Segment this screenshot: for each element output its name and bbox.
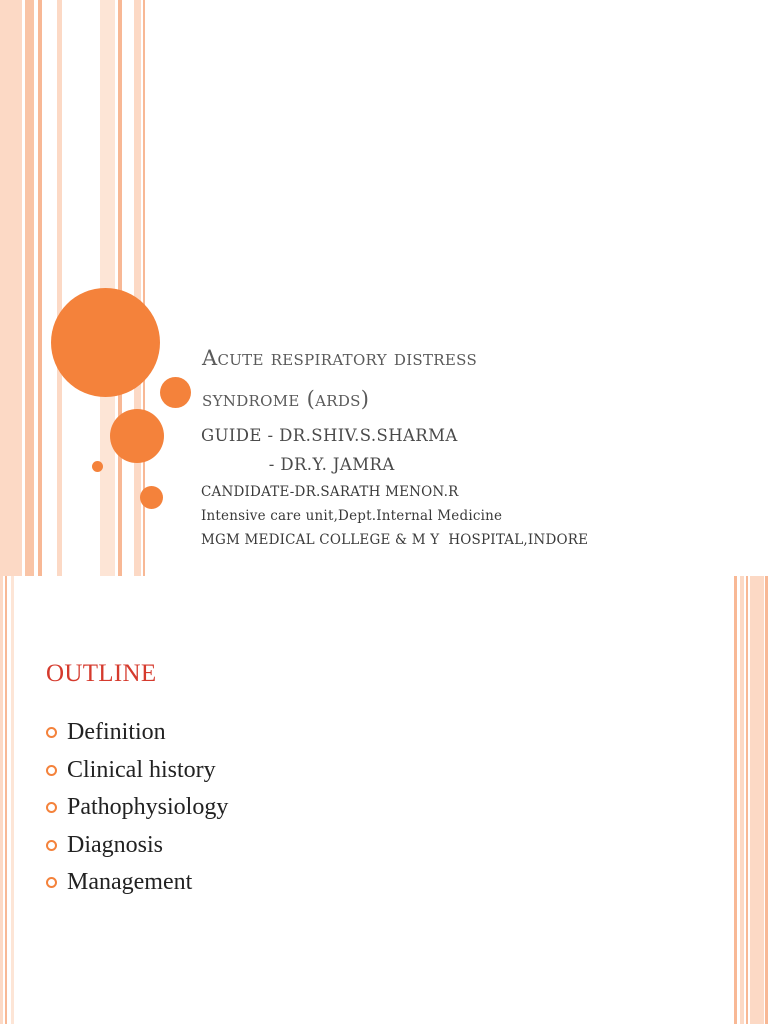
list-item-label: Clinical history	[67, 756, 216, 783]
outline-heading: OUTLINE	[46, 660, 157, 687]
bullet-circle-icon	[46, 840, 57, 851]
list-item	[46, 714, 228, 752]
left-edge-stripe-1	[0, 576, 3, 1024]
list-item-label: Management	[67, 869, 193, 896]
right-stripe-3	[746, 576, 748, 1024]
list-item-label: Pathophysiology	[67, 794, 229, 821]
title-line-2: syndrome (ards)	[202, 387, 370, 411]
slide-title	[202, 338, 742, 420]
guide-line-2: - DR.Y. JAMRA	[201, 455, 395, 474]
large-circle-decoration	[51, 288, 160, 397]
list-item-label: Definition	[67, 719, 166, 746]
left-stripe-1	[0, 0, 22, 576]
right-stripe-1	[734, 576, 737, 1024]
outline-list	[46, 714, 228, 902]
list-item-label: Diagnosis	[67, 831, 163, 858]
right-stripe-2	[740, 576, 744, 1024]
title-line-1: Acute respiratory distress	[202, 346, 478, 370]
left-stripe-7	[134, 0, 141, 576]
left-edge-stripe-3	[11, 576, 14, 1024]
left-edge-stripe-2	[5, 576, 7, 1024]
list-item	[46, 752, 228, 790]
list-item	[46, 789, 228, 827]
candidate-line: CANDIDATE-DR.SARATH MENON.R	[201, 484, 459, 500]
small-circle-decoration	[160, 377, 191, 408]
department-line: Intensive care unit,Dept.Internal Medicine	[201, 508, 503, 524]
bullet-circle-icon	[46, 802, 57, 813]
bullet-circle-icon	[46, 877, 57, 888]
guide-line-1: GUIDE - DR.SHIV.S.SHARMA	[201, 426, 458, 445]
list-item	[46, 864, 228, 902]
bullet-circle-icon	[46, 727, 57, 738]
tiny-circle-decoration	[92, 461, 103, 472]
left-stripe-3	[38, 0, 42, 576]
left-stripe-4	[57, 0, 62, 576]
small-circle-decoration-2	[140, 486, 163, 509]
institution-line: MGM MEDICAL COLLEGE & M Y HOSPITAL,INDORE	[201, 532, 589, 548]
bullet-circle-icon	[46, 765, 57, 776]
left-stripe-6	[118, 0, 122, 576]
list-item	[46, 827, 228, 865]
left-stripe-2	[25, 0, 34, 576]
outline-slide	[0, 576, 768, 1024]
right-stripe-4	[750, 576, 764, 1024]
medium-circle-decoration	[110, 409, 164, 463]
